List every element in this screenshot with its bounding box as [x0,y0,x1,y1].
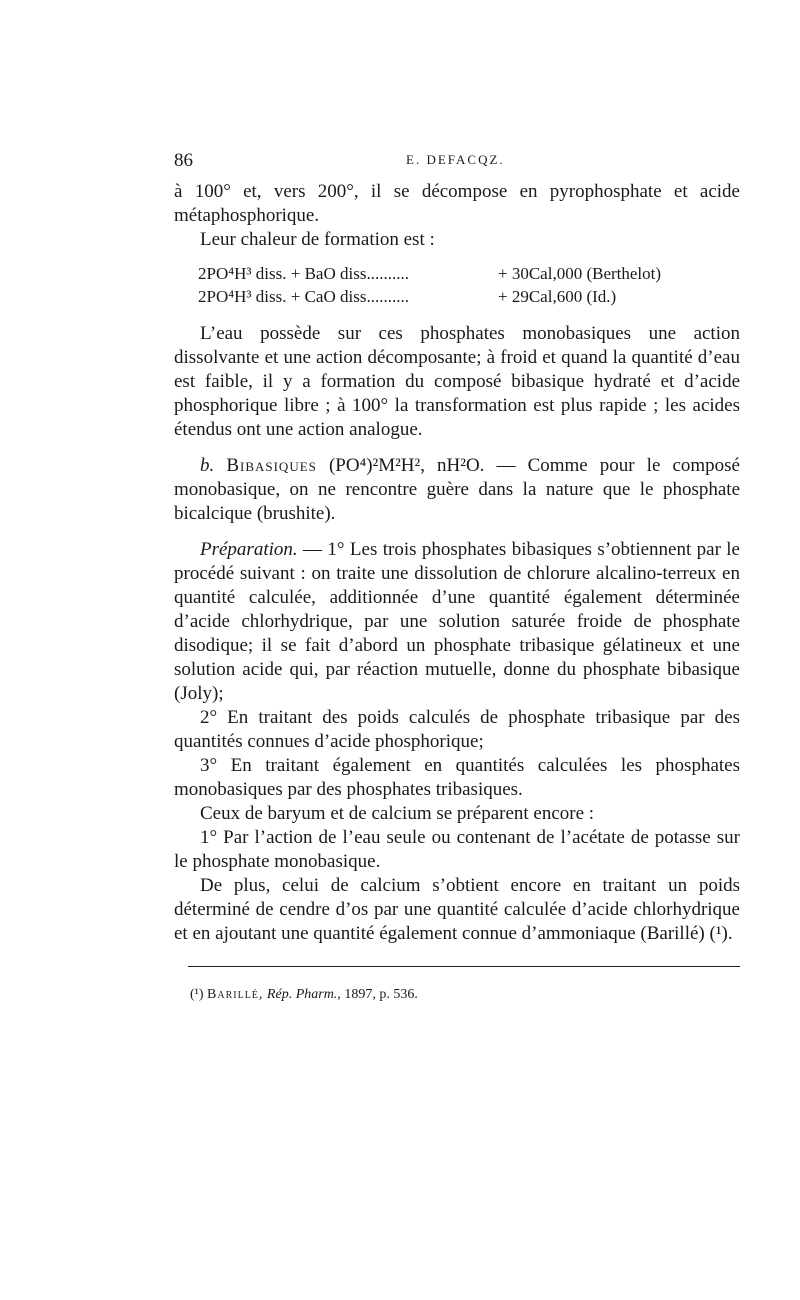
section-text: — Comme pour le composé monobasique, on ne rencontre guère dans la nature que le phosphate bicalcique (brushite). [174,455,740,524]
section-formula: (PO⁴)²M²H², nH²O. [328,455,485,476]
section-title: Bibasiques [226,455,317,476]
formation-heat-table [198,262,740,308]
formula-value: + 30Cal,000 (Berthelot) [498,264,662,283]
paragraph-method-3: 3° En traitant également en quantités calculées les phosphates monobasiques par des phosphates tribasiques. [174,755,740,800]
footnote-divider [188,966,740,967]
footnote-source: Rép. Pharm., [266,987,341,1002]
footnote-marker: (¹) [190,987,204,1002]
paragraph-method-2: 2° En traitant des poids calculés de phosphate tribasique par des quantités connues d’acide phosphorique; [174,707,740,752]
running-head: E. DEFACQZ. [406,152,505,167]
page-number: 86 [174,150,193,171]
footnote [174,983,740,1007]
section-label: b. [200,455,215,476]
paragraph-continuation: à 100° et, vers 200°, il se décompose en pyrophosphate et acide métaphosphorique. [174,181,740,226]
formula-reaction: 2PO⁴H³ diss. + BaO diss.......... [198,264,409,283]
paragraph-bibasic [174,454,740,526]
formula-row [198,262,740,285]
formula-row [198,285,740,308]
footnote-author: Barillé, [207,987,264,1002]
page-header [174,150,740,180]
paragraph-preparation [174,538,740,706]
paragraph-water-action: L’eau possède sur ces phosphates monobasiques une action dissolvante et une action décomposante; à froid et quand la quantité d’eau est faible, il y a formation du composé bibasique hydraté et d’acide phosphorique libre ; à 100° la transformation est plus rapide ; les acides étendus ont une action analogue. [174,323,740,440]
paragraph-barium-calcium: Ceux de baryum et de calcium se préparent encore : [200,803,595,824]
preparation-label: Préparation. [200,539,298,560]
preparation-text: — 1° Les trois phosphates bibasiques s’obtiennent par le procédé suivant : on traite une dissolution de chlorure alcalino-terreux en quantité calculée, additionnée d’une quantité également déterminée d’acide chlorhydrique, par une solution saturée froide de phosphate disodique; il se fait d’abord un phosphate tribasique gélatineux et une solution acide qui, par réaction mutuelle, donne du phosphate bibasique (Joly); [174,539,740,704]
formula-value: + 29Cal,600 (Id.) [498,287,617,306]
document-page [174,150,740,1007]
footnote-details: 1897, p. 536. [344,987,418,1002]
paragraph-bone-ash: De plus, celui de calcium s’obtient encore en traitant un poids déterminé de cendre d’os par une quantité calculée d’acide chlorhydrique et en ajoutant une quantité également connue d’ammoniaque (Barillé) (¹). [174,875,740,944]
formula-reaction: 2PO⁴H³ diss. + CaO diss.......... [198,287,409,306]
paragraph-method-water: 1° Par l’action de l’eau seule ou contenant de l’acétate de potasse sur le phosphate monobasique. [174,827,740,872]
paragraph-heat-intro: Leur chaleur de formation est : [200,229,435,250]
